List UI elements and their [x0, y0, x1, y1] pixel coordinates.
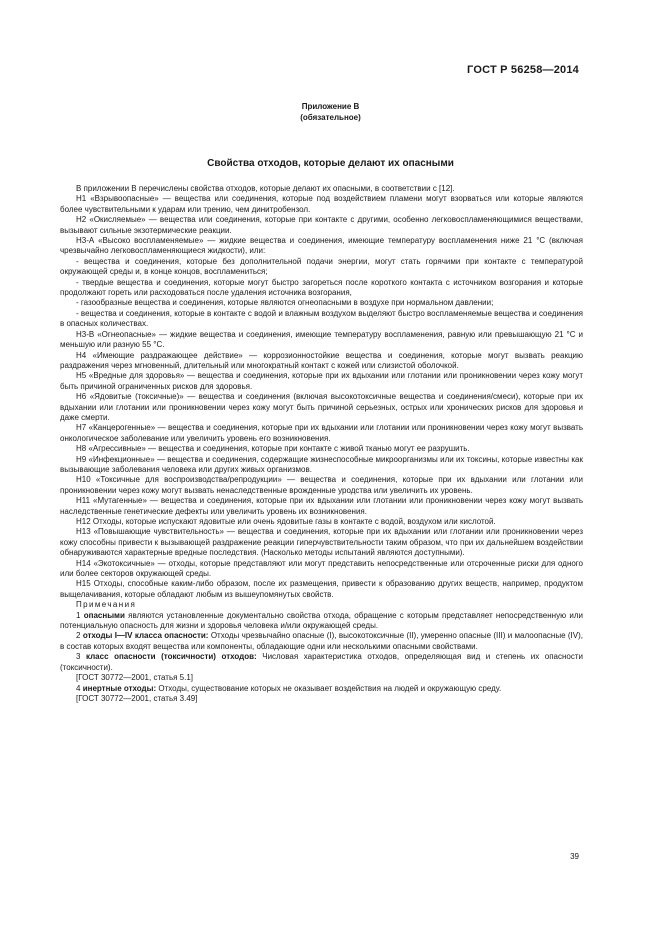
note-item: [60, 631, 583, 652]
note-reference: [ГОСТ 30772—2001, статья 3.49]: [76, 693, 198, 703]
standard-number: ГОСТ Р 56258—2014: [467, 64, 579, 76]
note-number: 1: [76, 610, 81, 620]
intro-paragraph: В приложении В перечислены свойства отходов, которые делают их опасными, в соответствии с [12].: [76, 184, 455, 193]
page-number: 39: [570, 852, 579, 861]
hazard-paragraph: Н15 Отходы, способные каким-либо образом, после их размещения, привести к образованию других веществ, например, продуктом выщелачивания, которые обладают любым из вышеупомянутых свойств.: [60, 579, 583, 599]
notes-title: Примечания: [76, 600, 137, 610]
note-item: [60, 684, 583, 694]
hazard-paragraph: - вещества и соединения, которые без дополнительной подачи энергии, могут стать горячими при контакте с температурой окружающей среды и, в конце концов, воспламениться;: [60, 256, 583, 277]
document-body: [60, 184, 583, 704]
document-title: Свойства отходов, которые делают их опасными: [207, 158, 454, 169]
hazard-paragraph: Н14 «Экотоксичные» — отходы, которые представляют или могут представить непосредственные или отсроченные риски для одного или более секторов окружающей среды.: [60, 558, 583, 579]
hazard-paragraph: Н13 «Повышающие чувствительность» — вещества и соединения, которые при их вдыхании или глотании или проникновении через кожу способны привести к вызывающей раздражение реакции гиперчувствительности таким образом, что при их дальнейшем воздействии обнаруживаются характерные вредные последствия. (Насколько методы испытаний являются доступными).: [60, 527, 583, 558]
note-text: Отходы чрезвычайно опасные (I), высокотоксичные (II), умеренно опасные (III) и малоопасные (IV), в состав которых входят вещества или компоненты, обладающие одни или несколькими опасными свойствами.: [60, 631, 583, 651]
hazard-paragraph: Н5 «Вредные для здоровья» — вещества и соединения, которые при их вдыхании или глотании или проникновении через кожу могут быть причиной ограниченных рисков для здоровья.: [60, 371, 583, 391]
note-number: 2: [76, 631, 81, 641]
hazard-property-list: [60, 194, 583, 600]
hazard-paragraph: Н3-В «Огнеопасные» — жидкие вещества и соединения, имеющие температуру воспламенения, равную или превышающую 21 °С и меньшую или разную 55 °С.: [60, 329, 583, 350]
note-text: Числовая характеристика отходов, определяющая вид и степень их опасности (токсичности).: [60, 652, 583, 672]
appendix-status: (обязательное): [300, 113, 361, 122]
note-term: класс опасности (токсичности) отходов:: [86, 652, 257, 662]
note-term: отходы I—IV класса опасности:: [82, 631, 209, 641]
hazard-paragraph: Н8 «Агрессивные» — вещества и соединения, которые при контакте с живой тканью могут ее разрушить.: [76, 444, 470, 454]
hazard-paragraph: - твердые вещества и соединения, которые могут быстро загореться после короткого контакта с источником возгорания и которые продолжают гореть или расходоваться после удаления источника возгорания,: [60, 277, 583, 298]
hazard-paragraph: Н7 «Канцерогенные» — вещества и соединения, которые при их вдыхании или глотании или проникновении через кожу могут вызвать онкологическое заболевание или увеличить уровень его возникновения.: [60, 423, 583, 443]
note-text: Отходы, существование которых не оказывает воздействия на людей и окружающую среду.: [158, 683, 502, 693]
note-term: инертные отходы:: [82, 683, 157, 693]
note-term: опасными: [83, 610, 125, 620]
hazard-paragraph: Н9 «Инфекционные» — вещества и соединения, содержащие жизнеспособные микроорганизмы или их токсины, которые известны как вызывающие заболевания человека или других живых организмов.: [60, 454, 583, 474]
hazard-paragraph: Н4 «Имеющие раздражающее действие» — коррозионностойкие вещества и соединения, которые могут вызвать реакцию раздражения через мгновенный, длительный или многократный контакт с кожей или слизистой оболочкой.: [60, 350, 583, 370]
hazard-paragraph: Н2 «Окисляемые» — вещества или соединения, которые при контакте с другими, особенно легковоспламеняющимися веществами, вызывают сильные экзотермические реакции.: [60, 215, 583, 235]
appendix-title: Приложение В: [301, 102, 360, 111]
hazard-paragraph: Н3-А «Высоко воспламеняемые» — жидкие вещества и соединения, имеющие температуру воспламенения ниже 21 °С (включая чрезвычайно легковоспламеняющиеся жидкости), или:: [60, 236, 583, 256]
note-number: 4: [76, 683, 81, 693]
note-text: являются установленные документально свойства отхода, обращение с которым представляет непосредственную или потенциальную опасность для жизни и здоровья человека и/или окружающей среды.: [60, 610, 583, 631]
note-number: 3: [76, 652, 81, 662]
hazard-paragraph: - газообразные вещества и соединения, которые являются огнеопасными в воздухе при нормальном давлении;: [76, 298, 494, 308]
hazard-paragraph: Н6 «Ядовитые (токсичные)» — вещества и соединения (включая высокотоксичные вещества и соединения/смеси), которые при их вдыхании или глотании или проникновении через кожу могут быть причиной серьезных, острых или хронических рисков для здоровья и даже смерти.: [60, 392, 583, 422]
note-item: [60, 611, 583, 632]
note-reference: [ГОСТ 30772—2001, статья 5.1]: [76, 673, 194, 683]
notes-list: [60, 611, 583, 705]
hazard-paragraph: Н11 «Мутагенные» — вещества и соединения, которые при их вдыхании или глотании или проникновении через кожу могут вызвать наследственные генетические дефекты или увеличить уровень их возникновения.: [60, 496, 583, 516]
hazard-paragraph: Н1 «Взрывоопасные» — вещества или соединения, которые под воздействием пламени могут взорваться или которые являются более чувствительными к ударам или трению, чем динитробензол.: [60, 194, 583, 214]
hazard-paragraph: - вещества и соединения, которые в контакте с водой и влажным воздухом выделяют быстро воспламеняемые вещества и соединения в опасных количествах.: [60, 308, 583, 329]
hazard-paragraph: Н12 Отходы, которые испускают ядовитые или очень ядовитые газы в контакте с водой, воздухом или кислотой.: [76, 517, 496, 526]
note-item: [60, 652, 583, 673]
appendix-heading: [0, 101, 661, 123]
hazard-paragraph: Н10 «Токсичные для воспроизводства/репродукции» — вещества и соединения, которые при их вдыхании или глотании или проникновении через кожу могут вызвать ненаследственные врожденные уродства или увеличить их уровень.: [60, 475, 583, 495]
